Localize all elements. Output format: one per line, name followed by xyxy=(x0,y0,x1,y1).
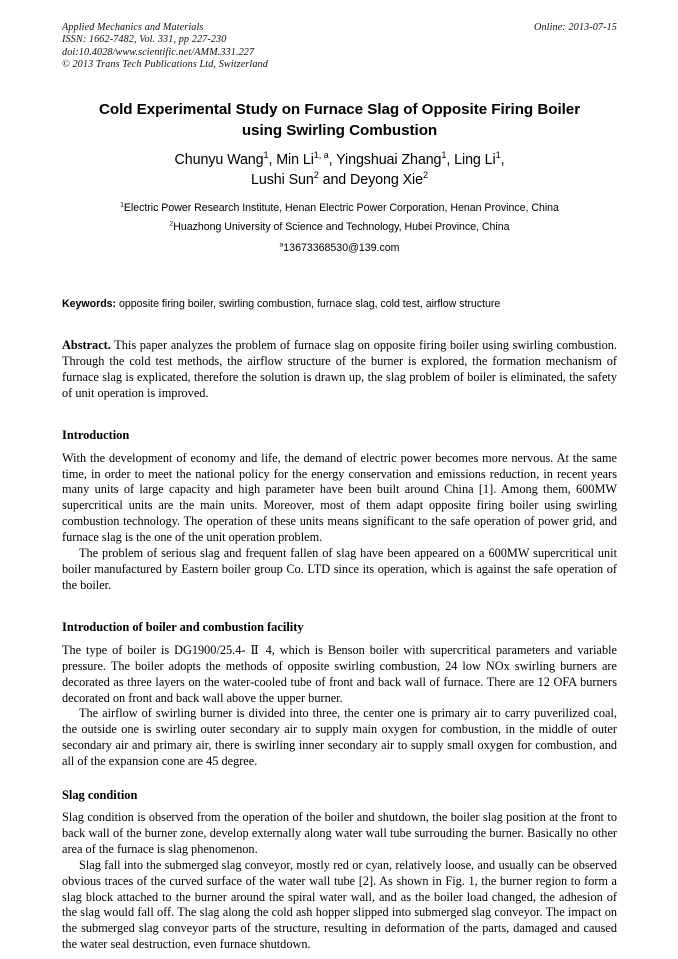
section-heading: Introduction of boiler and combustion facility xyxy=(62,619,304,634)
abstract-label: Abstract. xyxy=(62,338,111,352)
corresponding-email: $^a$13673368530@139.com xyxy=(279,241,400,254)
affiliation-block xyxy=(62,199,617,237)
keywords-line xyxy=(62,297,617,312)
affiliation-1: $^1$Electric Power Research Institute, Henan Electric Power Corporation, Henan Province, China xyxy=(120,201,559,214)
keywords-values: opposite firing boiler, swirling combustion, furnace slag, cold test, airflow structure xyxy=(119,298,501,310)
title-line-1: Cold Experimental Study on Furnace Slag of Opposite Firing Boiler xyxy=(98,101,581,118)
paragraph: The airflow of swirling burner is divided into three, the center one is primary air to carry puverilized coal, the outside one is swirling outer secondary air to supply main oxygen for combustion, in the middle of outer secondary air and primary air, there is swirling inner secondary air to supply small oxygen for combustion, and all of the expansion cone are 45 degree. xyxy=(62,706,617,769)
journal-masthead xyxy=(62,22,617,76)
paragraph: Slag fall into the submerged slag conveyor, mostly red or cyan, relatively loose, and usually can be observed obvious traces of the curved surface of the water wall tube [2]. As shown in Fig. 1, the burner region to form a slag block attached to the burner around the spiral water wall, and as the boiler load changed, the adhesion of the slag would fall off. The slag along the cold ash hopper slipped into submerged slag conveyor. The impact on the submerged slag conveyor parts of the structure, resulting in deformation of the parts, damaged and caused the water seal destruction, even furnace shutdown. xyxy=(62,857,617,952)
author-line-1: Chunyu Wang$^1$, Min Li$^{1, a}$, Yingshuai Zhang$^1$, Ling Li$^1$, xyxy=(174,150,505,168)
copyright-line: © 2013 Trans Tech Publications Ltd, Switzerland xyxy=(62,59,268,71)
issn-volume-pages: ISSN: 1662-7482, Vol. 331, pp 227-230 xyxy=(62,34,227,46)
paragraph: Slag condition is observed from the operation of the boiler and shutdown, the boiler slag position at the front to back wall of the burner zone, develop externally along water wall tube surrouding the burner. Basically no other area of the furnace is slag phenomenon. xyxy=(62,810,617,856)
journal-name: Applied Mechanics and Materials xyxy=(62,22,204,33)
section-heading: Slag condition xyxy=(62,788,138,803)
section-body xyxy=(62,643,617,770)
online-date: Online: 2013-07-15 xyxy=(533,22,617,33)
page-title xyxy=(62,100,617,141)
abstract-text: This paper analyzes the problem of furnace slag on opposite firing boiler using swirling combustion. Through the cold test methods, the airflow structure of the burner is explored, the formation mechanism of furnace slag is explicated, therefore the solution is drawn up, the slag problem of boiler is eliminated, the safety of unit operation is improved. xyxy=(62,338,617,400)
section-body xyxy=(62,810,617,953)
section-heading: Introduction xyxy=(62,427,130,442)
masthead-left xyxy=(62,22,482,72)
affiliation-2: $^2$Huazhong University of Science and Technology, Hubei Province, China xyxy=(169,220,510,233)
sections-container xyxy=(62,427,617,954)
title-line-2: using Swirling Combustion xyxy=(241,121,438,139)
author-list xyxy=(62,150,617,190)
keywords-label: Keywords: xyxy=(62,298,117,310)
abstract-block xyxy=(62,338,617,402)
section-body xyxy=(62,451,617,594)
paragraph: The type of boiler is DG1900/25.4- Ⅱ 4, which is Benson boiler with supercritical parameters and variable pressure. The boiler adopts the methods of opposite swirling combustion, 24 low NOx swirling burners are decorated as three layers on the water-cooled tube of front and back wall of furnace. There are 12 OFA burners decorated on front and back wall above the upper burner. xyxy=(62,642,617,705)
paragraph: With the development of economy and life, the demand of electric power becomes more nervous. At the same time, in order to meet the national policy for the energy conservation and emissions reduction, in recent years many units of large capacity and high parameter have been built around China [1]. Among them, 600MW supercritical units are the main units. Moreover, most of them adapt opposite firing boiler using swirling combustion technology. The operation of these units means significant to the safe operation of power grid, and furnace slag is the one of the unit operation problem. xyxy=(62,450,617,545)
paragraph: The problem of serious slag and frequent fallen of slag have been appeared on a 600MW supercritical unit boiler manufactured by Eastern boiler group Co. LTD since its operation, which is against the safe operation of the boiler. xyxy=(62,546,617,592)
author-line-2: Lushi Sun$^2$ and Deyong Xie$^2$ xyxy=(251,170,428,188)
doi-line: doi:10.4028/www.scientific.net/AMM.331.227 xyxy=(62,46,255,58)
